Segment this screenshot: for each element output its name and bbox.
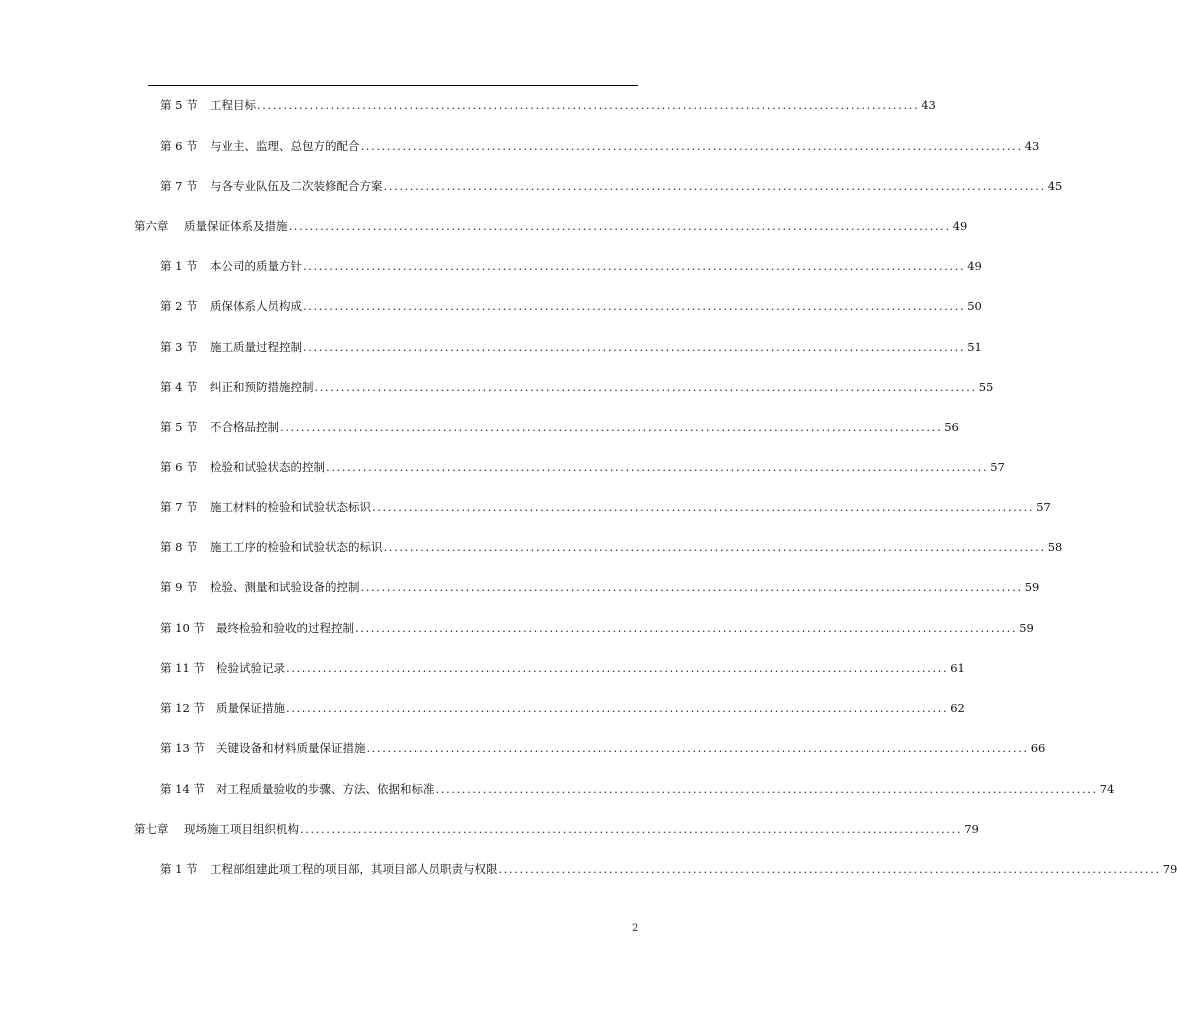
- toc-entry-page: 66: [1030, 741, 1046, 755]
- toc-entry-number: 第 7 节: [160, 179, 198, 193]
- toc-chapter-entry[interactable]: [134, 822, 979, 836]
- toc-entry-page: 62: [950, 701, 965, 715]
- toc-entry-number: 第 9 节: [160, 580, 198, 594]
- toc-entry[interactable]: [160, 299, 982, 313]
- toc-entry-title: 与各专业队伍及二次装修配合方案: [210, 179, 383, 193]
- toc-leader-dots: ..............................................................................................................................: [355, 621, 1018, 635]
- toc-entry-title: 施工质量过程控制: [210, 340, 302, 354]
- toc-leader-dots: ..............................................................................................................................: [498, 862, 1161, 876]
- toc-leader-dots: ..............................................................................................................................: [372, 500, 1035, 514]
- toc-entry-page: 55: [978, 380, 994, 394]
- toc-leader-dots: ..............................................................................................................................: [286, 661, 949, 675]
- toc-entry-title: 质量保证体系及措施: [184, 219, 288, 233]
- toc-leader-dots: ..............................................................................................................................: [360, 580, 1023, 594]
- toc-entry[interactable]: [160, 420, 959, 434]
- toc-entry-number: 第 7 节: [160, 500, 198, 514]
- toc-entry-title: 检验和试验状态的控制: [210, 460, 325, 474]
- toc-entry-number: 第 3 节: [160, 340, 198, 354]
- toc-entry[interactable]: [160, 340, 982, 354]
- toc-entry[interactable]: [160, 259, 982, 273]
- toc-entry-page: 49: [952, 219, 968, 233]
- toc-entry-page: 79: [964, 822, 979, 836]
- toc-entry[interactable]: [160, 621, 1034, 635]
- toc-entry-number: 第 6 节: [160, 460, 198, 474]
- toc-entry-number: 第 12 节: [160, 701, 205, 715]
- toc-entry-title: 对工程质量验收的步骤、方法、依据和标准: [216, 782, 435, 796]
- toc-chapter-entry[interactable]: [134, 219, 968, 233]
- toc-entry-title: 工程目标: [210, 98, 256, 112]
- toc-entry-page: 50: [967, 299, 982, 313]
- toc-leader-dots: ..............................................................................................................................: [366, 741, 1029, 755]
- toc-entry-title: 不合格品控制: [210, 420, 279, 434]
- toc-leader-dots: ..............................................................................................................................: [300, 822, 963, 836]
- toc-leader-dots: ..............................................................................................................................: [303, 259, 966, 273]
- toc-entry-page: 79: [1162, 862, 1177, 876]
- toc-entry-number: 第 1 节: [160, 259, 198, 273]
- toc-entry-page: 56: [944, 420, 959, 434]
- toc-entry-number: 第 5 节: [160, 420, 198, 434]
- toc-leader-dots: ..............................................................................................................................: [383, 179, 1046, 193]
- toc-entry-number: 第七章: [134, 822, 169, 836]
- toc-entry-page: 49: [967, 259, 982, 273]
- toc-entry-title: 纠正和预防措施控制: [210, 380, 314, 394]
- toc-entry-number: 第 14 节: [160, 782, 205, 796]
- toc-entry-number: 第 2 节: [160, 299, 198, 313]
- toc-entry[interactable]: [160, 661, 965, 675]
- toc-entry[interactable]: [160, 540, 1063, 554]
- toc-entry-title: 检验、测量和试验设备的控制: [210, 580, 360, 594]
- toc-leader-dots: ..............................................................................................................................: [326, 460, 989, 474]
- toc-entry-number: 第 10 节: [160, 621, 205, 635]
- toc-leader-dots: ..............................................................................................................................: [314, 380, 977, 394]
- toc-entry-title: 质保体系人员构成: [210, 299, 302, 313]
- toc-entry-title: 与业主、监理、总包方的配合: [210, 139, 360, 153]
- toc-entry-title: 本公司的质量方针: [210, 259, 302, 273]
- toc-entry-number: 第 1 节: [160, 862, 198, 876]
- toc-leader-dots: ..............................................................................................................................: [286, 701, 949, 715]
- toc-entry-number: 第 6 节: [160, 139, 198, 153]
- toc-entry[interactable]: [160, 179, 1063, 193]
- toc-entry[interactable]: [160, 862, 1177, 876]
- toc-entry-page: 58: [1047, 540, 1063, 554]
- toc-entry-title: 检验试验记录: [216, 661, 285, 675]
- toc-leader-dots: ..............................................................................................................................: [435, 782, 1098, 796]
- toc-entry[interactable]: [160, 500, 1051, 514]
- toc-entry-number: 第 13 节: [160, 741, 205, 755]
- toc-entry-page: 57: [990, 460, 1005, 474]
- toc-leader-dots: ..............................................................................................................................: [280, 420, 943, 434]
- toc-entry-title: 工程部组建此项工程的项目部，其项目部人员职责与权限: [210, 862, 498, 876]
- toc-entry-number: 第 5 节: [160, 98, 198, 112]
- toc-entry-number: 第 4 节: [160, 380, 198, 394]
- toc-entry-title: 关键设备和材料质量保证措施: [216, 741, 366, 755]
- toc-leader-dots: ..............................................................................................................................: [288, 219, 951, 233]
- toc-entry-page: 59: [1024, 580, 1040, 594]
- toc-entry[interactable]: [160, 701, 965, 715]
- toc-entry[interactable]: [160, 782, 1115, 796]
- toc-leader-dots: ..............................................................................................................................: [383, 540, 1046, 554]
- toc-leader-dots: ..............................................................................................................................: [303, 340, 966, 354]
- toc-entry-page: 59: [1019, 621, 1034, 635]
- toc-entry-page: 43: [921, 98, 936, 112]
- toc-entry-page: 51: [967, 340, 982, 354]
- toc-entry[interactable]: [160, 741, 1046, 755]
- toc-entry-title: 现场施工项目组织机构: [184, 822, 299, 836]
- toc-entry-number: 第六章: [134, 219, 169, 233]
- toc-entry[interactable]: [160, 98, 936, 112]
- toc-entry[interactable]: [160, 460, 1005, 474]
- toc-entry-page: 57: [1036, 500, 1051, 514]
- toc-entry-page: 45: [1047, 179, 1063, 193]
- toc-entry-page: 61: [950, 661, 965, 675]
- toc-leader-dots: ..............................................................................................................................: [360, 139, 1023, 153]
- toc-entry-title: 施工工序的检验和试验状态的标识: [210, 540, 383, 554]
- toc-entry[interactable]: [160, 380, 994, 394]
- page-number: 2: [632, 923, 639, 934]
- toc-entry-page: 74: [1099, 782, 1115, 796]
- toc-entry-page: 43: [1024, 139, 1040, 153]
- toc-entry[interactable]: [160, 139, 1040, 153]
- toc-entry-title: 质量保证措施: [216, 701, 285, 715]
- toc-entry-title: 施工材料的检验和试验状态标识: [210, 500, 371, 514]
- toc-leader-dots: ..............................................................................................................................: [257, 98, 920, 112]
- toc-entry-number: 第 8 节: [160, 540, 198, 554]
- toc-entry-number: 第 11 节: [160, 661, 205, 675]
- toc-entry[interactable]: [160, 580, 1040, 594]
- toc-leader-dots: ..............................................................................................................................: [303, 299, 966, 313]
- toc-entry-title: 最终检验和验收的过程控制: [216, 621, 354, 635]
